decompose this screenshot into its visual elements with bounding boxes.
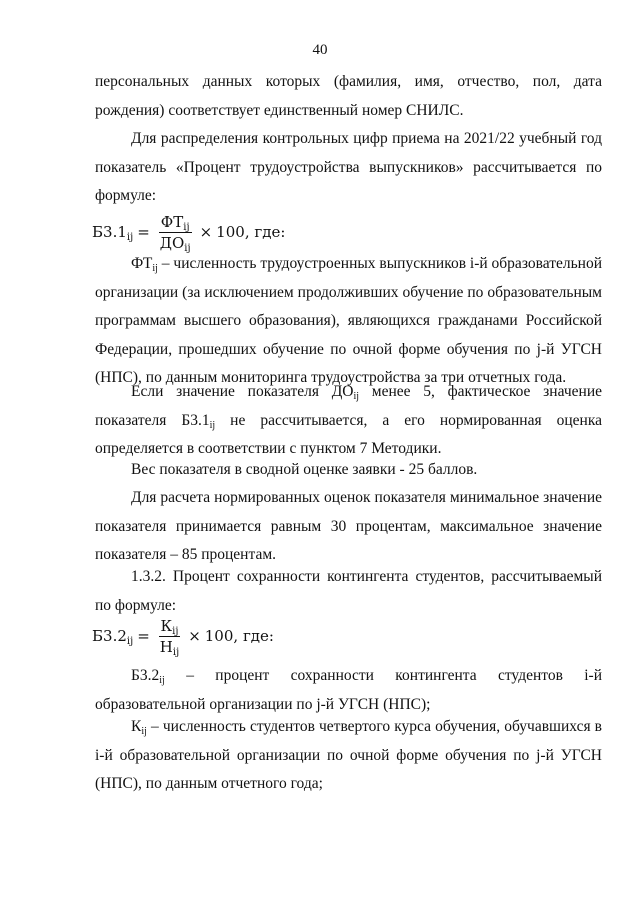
paragraph-do-condition: Если значение показателя $ДО_{ij}$ менее 5, фактическое значение показателя $Б3.1_{ij}$ не рассчитывается, а его нормированная оценка определяется в соответствии с пунктом 7 Методики. (95, 383, 602, 457)
formula-multiplier: 100 (216, 223, 245, 241)
formula-times: × (199, 223, 213, 241)
formula-denominator: $Н_{ij}$ (159, 637, 180, 658)
formula-lhs: $Б3.2_{ij}$ (92, 627, 134, 647)
formula-times: × (188, 627, 201, 645)
formula-b3-2 (92, 610, 274, 662)
formula-equals: = (137, 627, 150, 645)
paragraph-b3-2-definition: $Б3.2_{ij}$ – процент сохранности контингента студентов i-й образовательной организации по j-й УГСН (НПС); (95, 667, 602, 713)
formula-numerator: $ФТ_{ij}$ (160, 212, 190, 233)
formula-denominator: $ДО_{ij}$ (159, 233, 191, 254)
paragraph-weight: Вес показателя в сводной оценке заявки - 25 баллов. (131, 461, 478, 478)
paragraph-normalized: Для расчета нормированных оценок показателя минимальное значение показателя принимается равным 30 процентам, максимальное значение показателя – 85 процентам. (95, 489, 602, 563)
paragraph-ft-definition: $ФТ_{ij}$ – численность трудоустроенных выпускников i-й образовательной организации (за исключением продолживших обучение по образовательным программам высшего образования), являющихся гражданами Российской Федерации, прошедших обучение по очной форме обучения по j-й УГСН (НПС), по данным мониторинга трудоустройства за три отчетных года. (95, 255, 602, 386)
paragraph-snils: персональных данных которых (фамилия, имя, отчество, пол, дата рождения) соответствует единственный номер СНИЛС. (95, 73, 602, 119)
paragraph-distribution: Для распределения контрольных цифр приема на 2021/22 учебный год показатель «Процент трудоустройства выпускников» рассчитывается по формуле: (95, 130, 602, 204)
formula-numerator: $К_{ij}$ (160, 616, 179, 637)
formula-tail: , где: (233, 627, 274, 645)
formula-equals: = (137, 223, 150, 241)
formula-tail: , где: (244, 223, 286, 241)
formula-multiplier: 100 (204, 627, 234, 645)
formula-fraction (158, 616, 181, 658)
formula-lhs: $Б3.1_{ij}$ (92, 223, 134, 243)
formula-fraction (158, 212, 193, 254)
page-number: 40 (312, 42, 328, 58)
paragraph-k-definition: $К_{ij}$ – численность студентов четвертого курса обучения, обучавшихся в i-й образовательной организации по очной форме обучения по j-й УГСН (НПС), по данным отчетного года; (95, 718, 602, 792)
paragraph-1-3-2: 1.3.2. Процент сохранности контингента студентов, рассчитываемый по формуле: (95, 568, 602, 614)
